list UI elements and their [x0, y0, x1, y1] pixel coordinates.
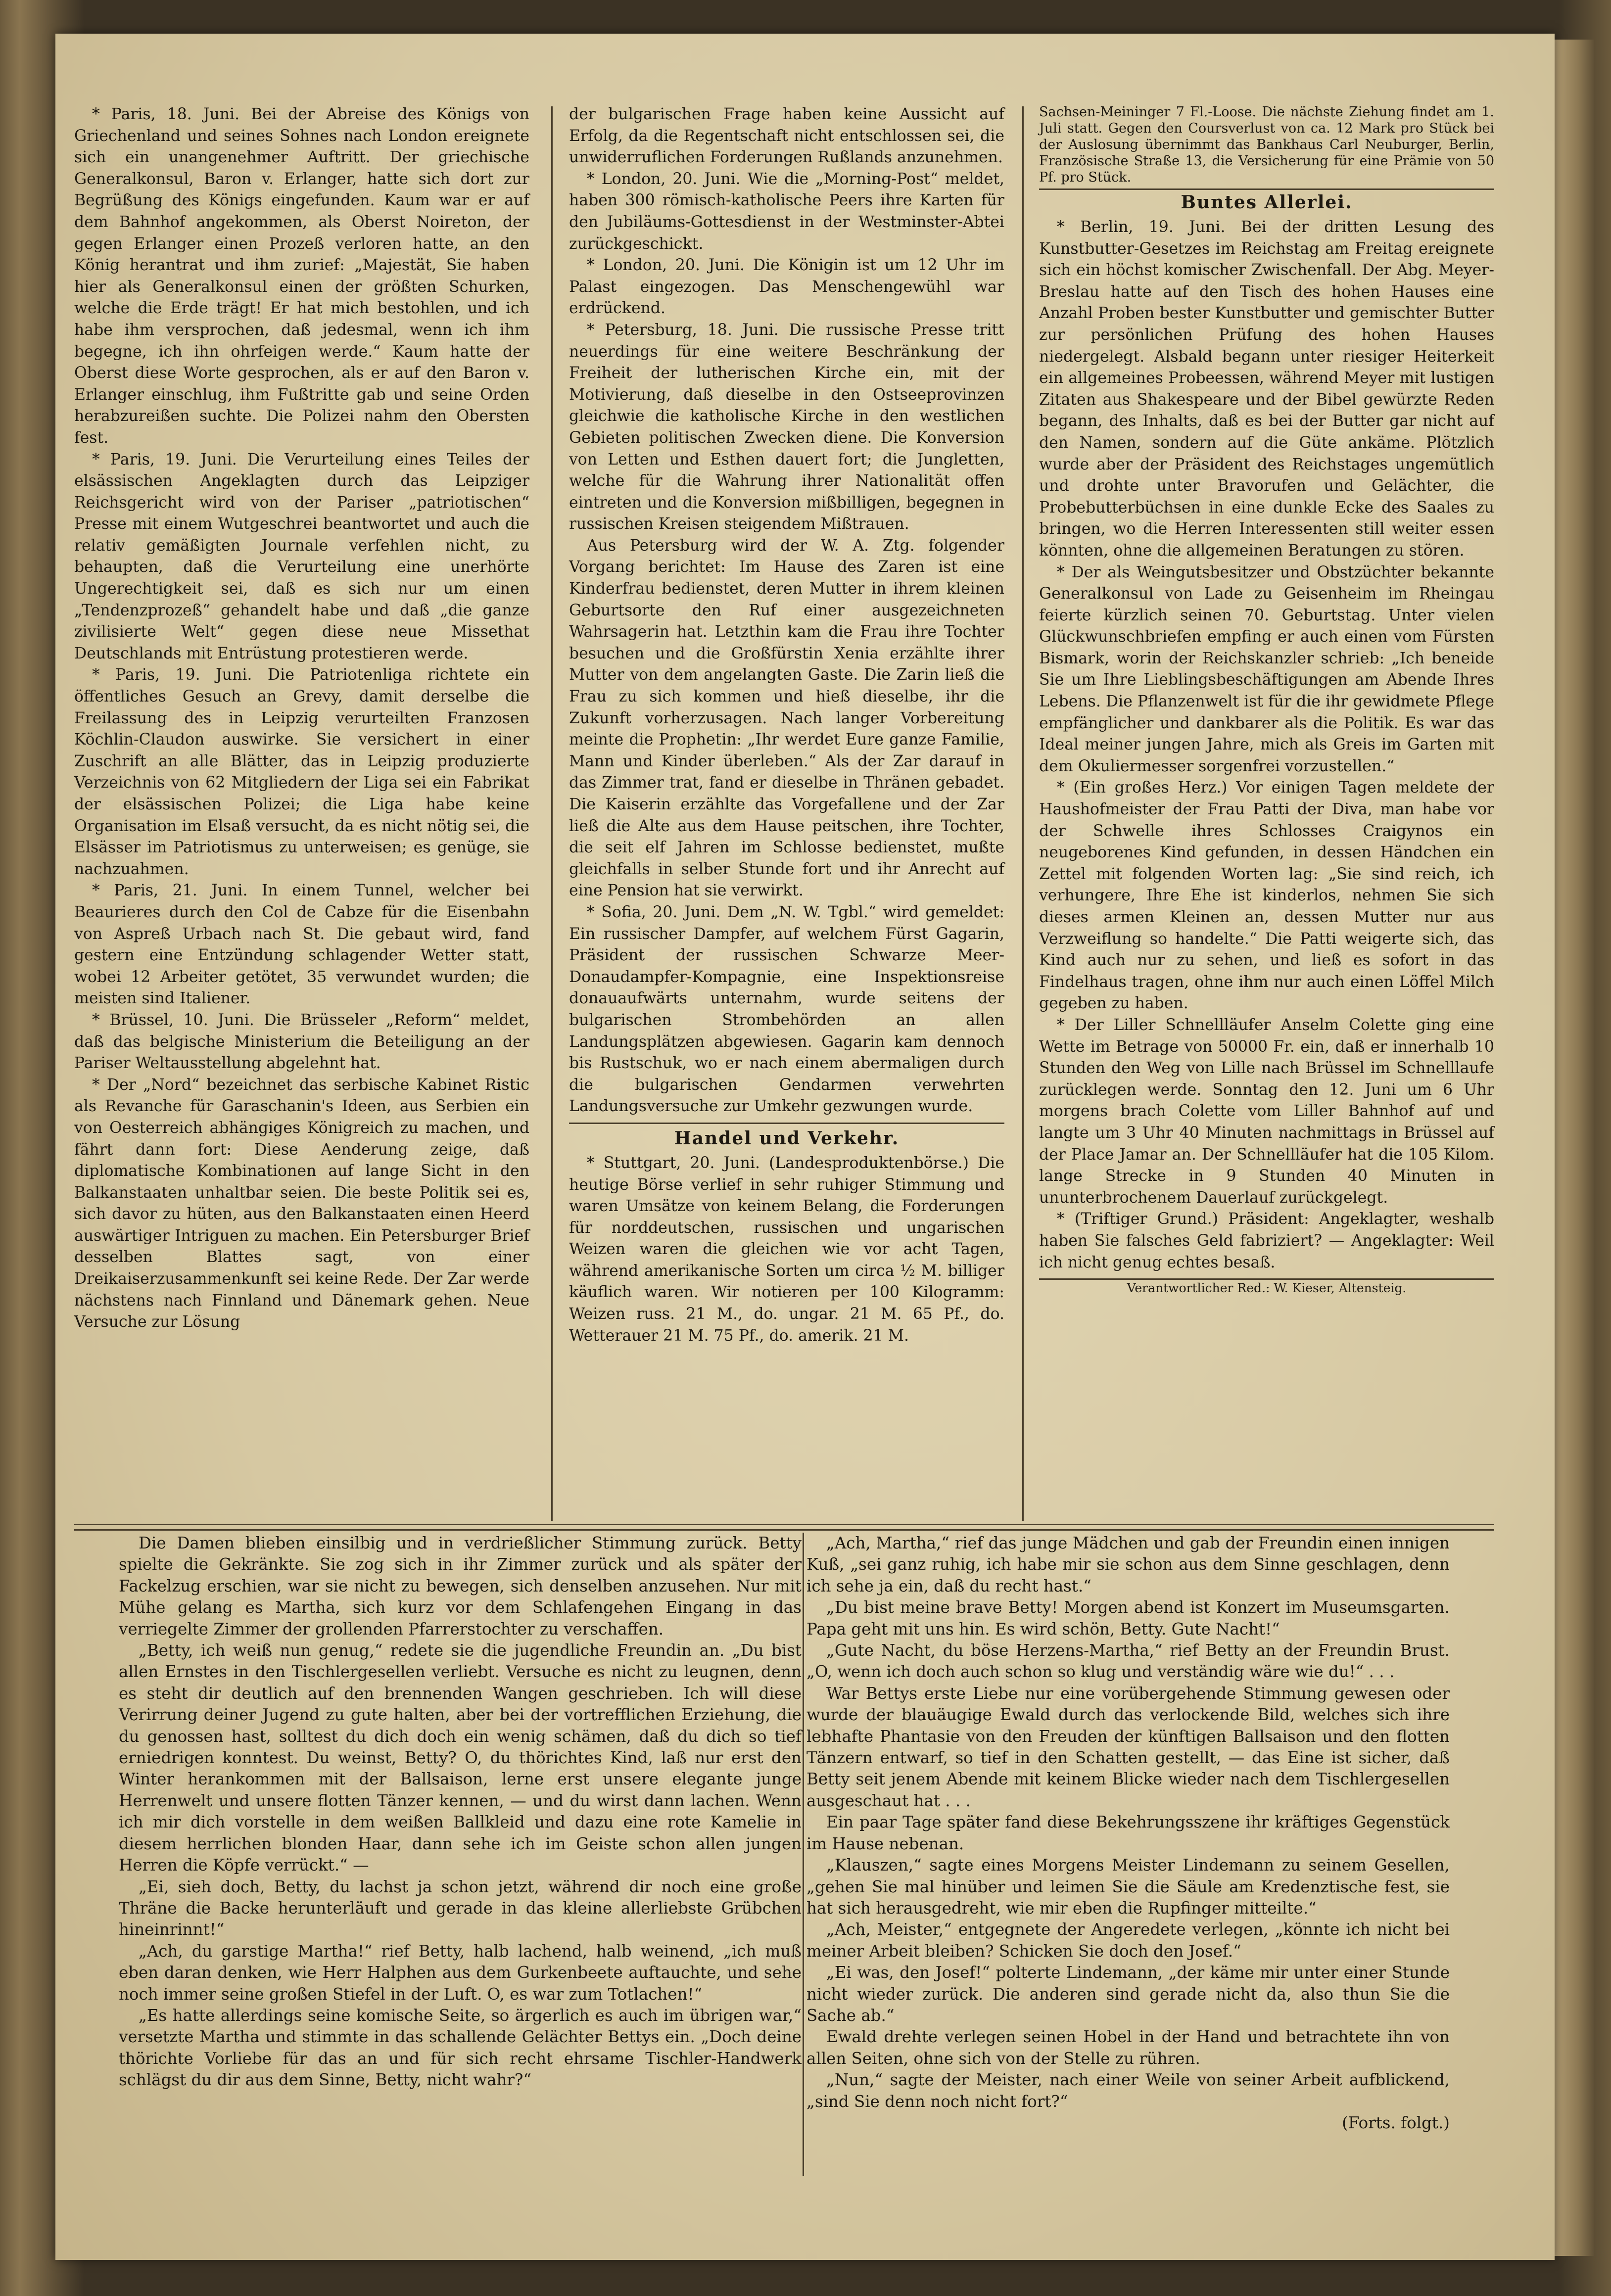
column-divider-1: [551, 106, 553, 1521]
article-patti: * (Ein großes Herz.) Vor einigen Tagen meldete der Haushofmeister der Frau Patti der Diva, man habe vor der Schwelle ihres Schlosses Craigynos ein neugeborenes Kind gefunden, in dessen Händchen ein Zettel mit folgenden Worten lag: „Sie sind reich, ich verhungere, Ihre Ehe ist kinderlos, nehmen Sie sich dieses armen Kleinen an, dessen Mutter nur aus Verzweiflung so handelte.“ Die Patti weigerte sich, das Kind auch nur zu sehen, und ließ es sofort in das Findelhaus tragen, ohne ihm nur auch einen Löffel Milch gegeben zu haben.: [1039, 779, 1494, 1013]
feuilleton-paragraph: „Gute Nacht, du böse Herzens-Martha,“ rief Betty an der Freundin Brust. „O, wenn ich doch auch schon so klug und verständig wäre wie du!“ . . .: [806, 1641, 1450, 1682]
feuilleton-paragraph: „Betty, ich weiß nun genug,“ redete sie die jugendliche Freundin an. „Du bist allen Ernstes in den Tischlergesellen verliebt. Versuche es nicht zu leugnen, denn es steht dir deutlich auf den brennenden Wangen geschrieben. Ich will diese Verirrung deiner Jugend zu gute halten, aber bei der vortrefflichen Erziehung, die du genossen hast, solltest du dich doch ein wenig schämen, daß du dich so tief erniedrigen konntest. Du weinst, Betty? O, du thörichtes Kind, laß nur erst den Winter herankommen mit der Ballsaison, lerne erst unsere elegante junge Herrenwelt und unsere flotten Tänzer kennen, — und du wirst dann lachen. Wenn ich mir dich vorstelle in dem weißen Ballkleid und dazu eine rote Kamelie in diesem herrlichen blonden Haar, dann sehe ich im Geiste schon allen jungen Herren die Köpfe verrückt.“ —: [119, 1641, 802, 1875]
article-continuation: der bulgarischen Frage haben keine Aussicht auf Erfolg, da die Regentschaft nicht entschlossen sei, die unwiderruflichen Forderungen Rußlands anzunehmen.: [569, 105, 1004, 167]
feuilleton-paragraph: Ein paar Tage später fand diese Bekehrungsszene ihr kräftiges Gegenstück im Hause nebenan.: [806, 1813, 1450, 1853]
column-divider-2: [1022, 106, 1024, 1521]
column-miscellany: [1039, 104, 1494, 1519]
column-political-news-2: [569, 104, 1004, 1519]
section-heading-trade: Handel und Verkehr.: [569, 1123, 1004, 1151]
feuilleton-paragraph: „Du bist meine brave Betty! Morgen abend ist Konzert im Museumsgarten. Papa geht mit uns hin. Es wird schön, Betty. Gute Nacht!“: [806, 1598, 1450, 1639]
article-london-1: * London, 20. Juni. Wie die „Morning-Post“ meldet, haben 300 römisch-katholische Peers ihre Karten für den Jubiläums-Gottesdienst in der Westminster-Abtei zurückgeschickt.: [569, 170, 1004, 253]
feuilleton-paragraph: „Nun,“ sagte der Meister, nach einer Weile von seiner Arbeit aufblickend, „sind Sie denn noch nicht fort?“: [806, 2070, 1450, 2111]
feuilleton-column-divider: [803, 1533, 804, 2176]
column-political-news-1: [74, 104, 529, 1519]
article-paris-3: * Paris, 19. Juni. Die Patriotenliga richtete ein öffentliches Gesuch an Grevy, damit derselbe die Freilassung des in Leipzig verurteilten Franzosen Köchlin-Claudon auswirke. Sie versichert in einer Zuschrift an alle Blätter, das in Leipzig produzierte Verzeichnis von 62 Mitgliedern der Liga sei ein Fabrikat der elsässischen Polizei; die Liga habe keine Organisation im Elsaß versucht, da es nicht nötig sei, die Elsässer im Patriotismus zu unterweisen; es genüge, sie nachzuahmen.: [74, 666, 529, 878]
article-bruessel: * Brüssel, 10. Juni. Die Brüsseler „Reform“ meldet, daß das belgische Ministerium die Beteiligung an der Pariser Weltausstellung abgelehnt hat.: [74, 1011, 529, 1073]
section-heading-miscellany: Buntes Allerlei.: [1039, 188, 1494, 215]
article-paris-1: * Paris, 18. Juni. Bei der Abreise des Königs von Griechenland und seines Sohnes nach London ereignete sich ein unangenehmer Auftritt. Der griechische Generalkonsul, Baron v. Erlanger, hatte sich dort zur Begrüßung des Königs eingefunden. Kaum war er auf dem Bahnhof angekommen, als Oberst Noireton, der gegen Erlanger einen Prozeß verloren hatte, an den König herantrat und ihm zurief: „Majestät, Sie haben hier als Generalkonsul einen der größten Schurken, welche die Erde trägt! Er hat mich bestohlen, und ich habe ihm versprochen, daß jedesmal, wenn ich ihm begegne, ich ihn ohrfeigen werde.“ Kaum hatte der Oberst diese Worte gesprochen, als er auf den Baron v. Erlanger einschlug, ihm Fußtritte gab und seine Orden herabzureißen suchte. Die Polizei nahm den Obersten fest.: [74, 105, 529, 447]
feuilleton-paragraph: Die Damen blieben einsilbig und in verdrießlicher Stimmung zurück. Betty spielte die Gekränkte. Sie zog sich in ihr Zimmer zurück und als später der Fackelzug erschien, war sie nicht zu bewegen, sich denselben anzusehen. Nur mit Mühe gelang es Martha, sich kurz vor dem Schlafengehen Eingang in das verriegelte Zimmer der grollenden Pfarrerstochter zu verschaffen.: [119, 1534, 802, 1639]
page-stack-edge: [1555, 40, 1594, 2256]
article-sofia: * Sofia, 20. Juni. Dem „N. W. Tgbl.“ wird gemeldet: Ein russischer Dampfer, auf welchem Fürst Gagarin, Präsident der russischen Schwarze Meer-Donaudampfer-Kompagnie, eine Inspektionsreise donauaufwärts unternahm, wurde seitens der bulgarischen Strombehörden an allen Landungsplätzen abgewiesen. Gagarin kam dennoch bis Rustschuk, wo er nach einem abermaligen durch die bulgarischen Gendarmen verwehrten Landungsversuche zur Umkehr gezwungen wurde.: [569, 903, 1004, 1116]
article-nord-serbia: * Der „Nord“ bezeichnet das serbische Kabinet Ristic als Revanche für Garaschanin's Ideen, aus Serbien ein von Oesterreich abhängiges Königreich zu machen, und fährt dann fort: Diese Aenderung zeige, daß diplomatische Kombinationen auf lange Sicht in den Balkanstaaten unhaltbar seien. Die beste Politik sei es, sich davor zu hüten, aus den Balkanstaaten einen Heerd auswärtiger Intriguen zu machen. Ein Petersburger Brief desselben Blattes sagt, von einer Dreikaiserzusammenkunft sei keine Rede. Der Zar werde nächstens nach Finnland und Dänemark gehen. Neue Versuche zur Lösung: [74, 1076, 529, 1331]
feuilleton-paragraph: „Es hatte allerdings seine komische Seite, so ärgerlich es auch im übrigen war,“ versetzte Martha und stimmte in das schallende Gelächter Bettys ein. „Doch deine thörichte Vorliebe für das an und für sich recht ehrsame Tischler-Handwerk schlägst du dir aus dem Sinne, Betty, nicht wahr?“: [119, 2006, 802, 2090]
feuilleton-right: [806, 1533, 1450, 2191]
article-paris-2: * Paris, 19. Juni. Die Verurteilung eines Teiles der elsässischen Angeklagten durch das Leipziger Reichsgericht wird von der Pariser „patriotischen“ Presse mit einem Wutgeschrei beantwortet und auch die relativ gemäßigten Journale verfehlen nicht, zu behaupten, daß die Verurteilung eine unerhörte Ungerechtigkeit sei, daß es sich nur um einen „Tendenzprozeß“ gehandelt habe und daß „die ganze zivilisierte Welt“ gegen diese neue Missethat Deutschlands mit Entrüstung protestieren werde.: [74, 450, 529, 662]
feuilleton-paragraph: War Bettys erste Liebe nur eine vorübergehende Stimmung gewesen oder wurde der blauäugige Ewald durch das verlockende Bild, welches sich ihre lebhafte Phantasie von den Freuden der künftigen Ballsaison und den flotten Tänzern entwarf, so tief in den Schatten gestellt, — das Eine ist sicher, daß Betty seit jenem Abende mit keinem Blicke wieder nach dem Tischlergesellen ausgeschaut hat . . .: [806, 1684, 1450, 1810]
article-geisenheim-bismarck: * Der als Weingutsbesitzer und Obstzüchter bekannte Generalkonsul von Lade zu Geisenheim im Rheingau feierte kürzlich seinen 70. Geburtstag. Unter vielen Glückwunschbriefen empfing er auch einen vom Fürsten Bismark, worin der Reichskanzler schrieb: „Ich beneide Sie um Ihre Lieblingsbeschäftigungen am Abende Ihres Lebens. Die Pflanzenwelt ist für die ihr gewidmete Pflege empfänglicher und dankbarer als die Politik. Es war das Ideal meiner jungen Jahre, mich als Greis im Garten mit dem Okuliermesser sorgenfrei vorzustellen.“: [1039, 563, 1494, 775]
feuilleton-paragraph: „Ach, du garstige Martha!“ rief Betty, halb lachend, halb weinend, „ich muß eben daran denken, wie Herr Halphen aus dem Gurkenbeete auftauchte, und sehe noch immer seine großen Stiefel in der Luft. O, es war zum Totlachen!“: [119, 1941, 802, 2004]
editor-line: Verantwortlicher Red.: W. Kieser, Altensteig.: [1039, 1278, 1494, 1297]
article-schnelllaeufer: * Der Liller Schnellläufer Anselm Colette ging eine Wette im Betrage von 50000 Fr. ein, daß er innerhalb 10 Stunden den Weg von Lille nach Brüssel im Schnelllaufe zurücklegen werde. Sonntag den 12. Juni um 6 Uhr morgens brach Colette vom Liller Bahnhof auf und langte um 3 Uhr 40 Minuten nachmittags in Brüssel auf der Place Jamar an. Der Schnellläufer hat die 105 Kilom. lange Strecke in 9 Stunden 40 Minuten in ununterbrochenem Dauerlauf zurückgelegt.: [1039, 1016, 1494, 1207]
article-paris-4: * Paris, 21. Juni. In einem Tunnel, welcher bei Beaurieres durch den Col de Cabze für die Eisenbahn von Aspreß Urbach nach St. Die gebaut wird, fand gestern eine Entzündung schlagender Wetter statt, wobei 12 Arbeiter getötet, 35 verwundet wurden; die meisten sind Italiener.: [74, 882, 529, 1008]
feuilleton-paragraph: „Ei, sieh doch, Betty, du lachst ja schon jetzt, während dir noch eine große Thräne die Backe herunterläuft und gerade in das kleine allerliebste Grübchen hineinrinnt!“: [119, 1877, 802, 1939]
article-petersburg-2: Aus Petersburg wird der W. A. Ztg. folgender Vorgang berichtet: Im Hause des Zaren ist eine Kinderfrau bedienstet, deren Mutter in ihrem kleinen Geburtsorte den Ruf einer ausgezeichneten Wahrsagerin hat. Letzthin kam die Frau ihre Tochter besuchen und die Großfürstin Xenia erzählte ihrer Mutter von dem angelangten Gaste. Die Zarin ließ die Frau zu sich kommen und hieß dieselbe, ihr die Zukunft vorherzusagen. Nach langer Vorbereitung meinte die Prophetin: „Ihr werdet Eure ganze Familie, Mann und Kinder überleben.“ Als der Zar darauf in das Zimmer trat, fand er dieselbe in Thränen gebadet. Die Kaiserin erzählte das Vorgefallene und der Zar ließ die Alte aus dem Hause peitschen, ihre Tochter, die seit elf Jahren im Schlosse bedienstet, mußte gleichfalls in selber Stunde fort und ihr Anrecht auf eine Pension hat sie verwirkt.: [569, 536, 1004, 900]
article-berlin-butter: * Berlin, 19. Juni. Bei der dritten Lesung des Kunstbutter-Gesetzes im Reichstag am Freitag ereignete sich ein höchst komischer Zwischenfall. Der Abg. Meyer-Breslau hatte auf den Tisch des hohen Hauses eine Anzahl Proben bester Kunstbutter und gemischter Butter zur persönlichen Prüfung des hohen Hauses niedergelegt. Alsbald begann unter riesiger Heiterkeit ein allgemeines Probeessen, während Meyer mit lustigen Zitaten aus Shakespeare und der Bibel gewürzte Reden begann, des Inhalts, daß es bei der Butter gar nicht auf den Namen, sondern auf die Güte ankäme. Plötzlich wurde aber der Präsident des Reichstages ungemütlich und drohte unter Bravorufen und Gelächter, die Probebutterbüchsen in eine dunkle Ecke des Saales zu bringen, wo die Herren Interessenten still weiter essen könnten, ohne die allgemeinen Beratungen zu stören.: [1039, 218, 1494, 560]
feuilleton-separator: [74, 1524, 1494, 1531]
continuation-note: (Forts. folgt.): [1342, 2113, 1450, 2132]
feuilleton-paragraph: „Ach, Meister,“ entgegnete der Angeredete verlegen, „könnte ich nicht bei meiner Arbeit bleiben? Schicken Sie doch den Josef.“: [806, 1920, 1450, 1961]
feuilleton-paragraph: „Klauszen,“ sagte eines Morgens Meister Lindemann zu seinem Gesellen, „gehen Sie mal hinüber und leimen Sie die Säule am Kredenztische fest, sie hat sich herausgedreht, wie mir eben die Rupfinger mitteilte.“: [806, 1856, 1450, 1918]
feuilleton-left: [119, 1533, 802, 2191]
article-stuttgart-exchange: * Stuttgart, 20. Juni. (Landesproduktenbörse.) Die heutige Börse verlief in sehr ruhiger Stimmung und waren Umsätze von keinem Belang, die Forderungen für norddeutschen, russischen und ungarischen Weizen waren die gleichen wie vor acht Tagen, während amerikanische Sorten um circa ½ M. billiger käuflich waren. Wir notieren per 100 Kilogramm: Weizen russ. 21 M., do. ungar. 21 M. 65 Pf., do. Wetterauer 21 M. 75 Pf., do. amerik. 21 M.: [569, 1154, 1004, 1345]
feuilleton-paragraph: „Ei was, den Josef!“ polterte Lindemann, „der käme mir unter einer Stunde nicht wieder zurück. Die anderen sind gerade nicht da, also thun Sie die Sache ab.“: [806, 1963, 1450, 2025]
article-petersburg-1: * Petersburg, 18. Juni. Die russische Presse tritt neuerdings für eine weitere Beschränkung der Freiheit der lutherischen Kirche ein, mit der Motivierung, daß dieselbe in den Ostseeprovinzen gleichwie die katholische Kirche in den westlichen Gebieten politischen Zwecken diene. Die Konversion von Letten und Esthen dauert fort; die Jungletten, welche für die Wahrung ihrer Nationalität offen eintreten und die Konversion mißbilligen, begegnen in russischen Kreisen steigendem Mißtrauen.: [569, 321, 1004, 533]
feuilleton-paragraph: „Ach, Martha,“ rief das junge Mädchen und gab der Freundin einen innigen Kuß, „sei ganz ruhig, ich habe mir sie schon aus dem Sinne geschlagen, denn ich sehe ja ein, daß du recht hast.“: [806, 1534, 1450, 1595]
article-london-2: * London, 20. Juni. Die Königin ist um 12 Uhr im Palast eingezogen. Das Menschengewühl war erdrückend.: [569, 256, 1004, 318]
feuilleton-paragraph: Ewald drehte verlegen seinen Hobel in der Hand und betrachtete ihn von allen Seiten, ohne sich von der Stelle zu rühren.: [806, 2027, 1450, 2068]
article-triftiger-grund: * (Triftiger Grund.) Präsident: Angeklagter, weshalb haben Sie falsches Geld fabriziert? — Angeklagter: Weil ich nicht genug echtes besaß.: [1039, 1210, 1494, 1271]
lottery-advertisement: Sachsen-Meininger 7 Fl.-Loose. Die nächste Ziehung findet am 1. Juli statt. Gegen den Coursverlust von ca. 12 Mark pro Stück bei der Auslosung übernimmt das Bankhaus Carl Neuburger, Berlin, Französische Straße 13, die Versicherung für eine Prämie von 50 Pf. pro Stück.: [1039, 104, 1494, 185]
